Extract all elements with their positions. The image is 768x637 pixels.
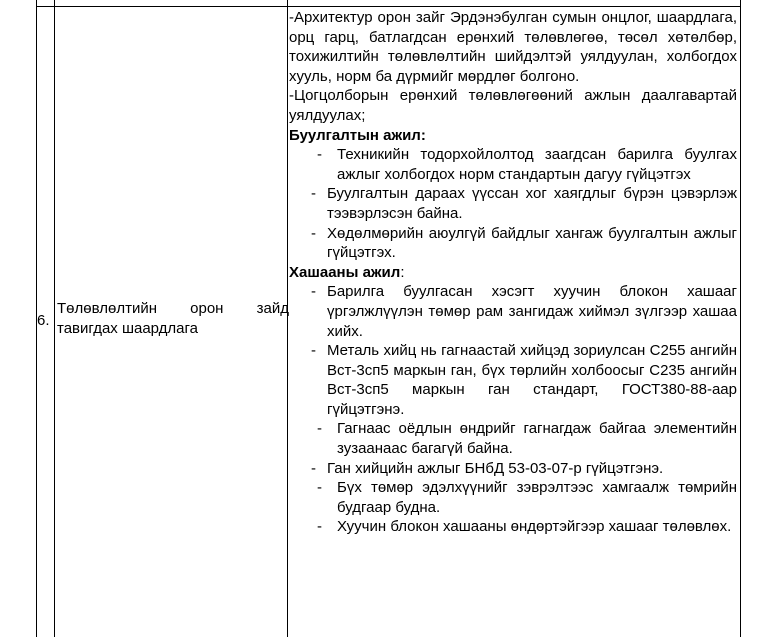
row-number: 6.	[37, 312, 50, 329]
description-cell	[289, 8, 737, 537]
table-row-top-border	[36, 6, 741, 7]
list-item: - Барилга буулгасан хэсэгт хуучин блокон хашааг үргэлжлүүлэн төмөр рам зангидаж хиймэл зүлгээр хашаа хийх.	[311, 283, 737, 340]
list-item: - Хөдөлмөрийн аюулгүй байдлыг хангаж буулгалтын ажлыг гүйцэтгэх.	[311, 224, 737, 262]
list-item: - Буулгалтын дараах үүссан хог хаягдлыг бүрэн цэвэрлэж тээвэрлэсэн байна.	[311, 185, 737, 222]
paragraph-plan: -Цогцолборын ерөнхий төлөвлөгөөний ажлын даалгавартай уялдуулах;	[289, 87, 737, 124]
fence-heading: Хашааны ажил:	[289, 263, 405, 281]
construction-list	[289, 145, 737, 263]
construction-heading: Буулгалтын ажил:	[289, 126, 426, 144]
table-border-number	[54, 0, 55, 637]
paragraph-architecture: -Архитектур орон зайг Эрдэнэбулган сумын онцлог, шаардлага, орц гарц, батлагдсан ерөнхий төлөвлөгөө, төсөл хөтөлбөр, тохижилтийн төлөвлөлтийн шийдэлтэй уялдуулан, холбогдох хууль, норм ба дүрмийг мөрдлөг болгоно.	[289, 9, 737, 85]
requirement-line-1: Төлөвлөлтийн орон зайд	[57, 300, 289, 317]
list-item: - Металь хийц нь гагнаастай хийцэд зориулсан С255 ангийн Вст-3сп5 маркын ган, бүх төрлийн холбоосыг С235 ангийн Вст-3сп5 маркын ган стандарт, ГОСТ380-88-аар гүйцэтгэнэ.	[311, 342, 737, 418]
requirement-line-2: тавигдах шаардлага	[57, 320, 198, 337]
fence-list	[289, 282, 737, 537]
list-item: - Хуучин блокон хашааны өндөртэйгээр хашааг төлөвлөх.	[317, 518, 732, 536]
table-border-right	[740, 0, 741, 637]
list-item: - Ган хийцийн ажлыг БНбД 53-03-07-р гүйцэтгэнэ.	[311, 459, 664, 477]
requirement-cell	[57, 299, 289, 339]
list-item: - Техникийн тодорхойлолтод заагдсан барилга буулгах ажлыг холбогдох норм стандартын дагуу гүйцэтгэх	[317, 146, 737, 183]
list-item: - Бүх төмөр эдэлхүүнийг зэврэлтээс хамгаалж төмрийн будгаар будна.	[317, 479, 737, 516]
list-item: - Гагнаас оёдлын өндрийг гагнагдаж байгаа элементийн зузаанаас багагүй байна.	[317, 420, 737, 458]
